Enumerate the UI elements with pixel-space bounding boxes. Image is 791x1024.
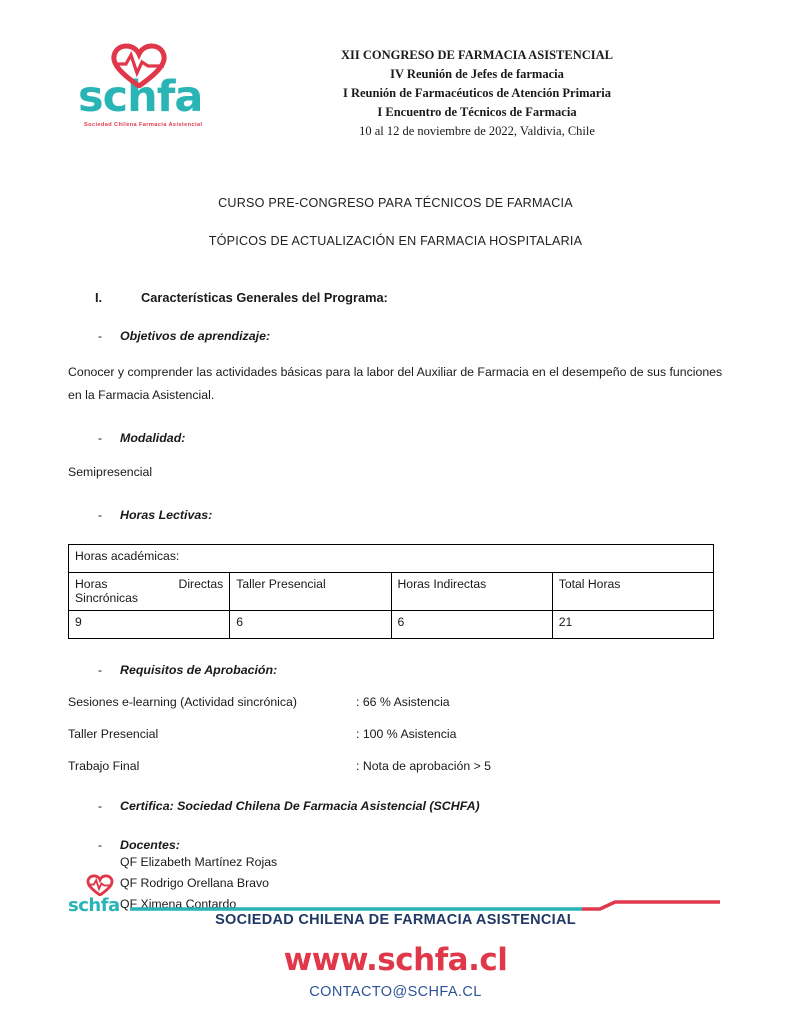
document-body bbox=[68, 290, 723, 915]
course-title-block bbox=[68, 194, 723, 250]
bullet-dash: - bbox=[98, 329, 103, 343]
table-caption: Horas académicas: bbox=[69, 545, 714, 573]
requisito-label: Trabajo Final bbox=[68, 759, 140, 773]
modalidad-text: Semipresencial bbox=[68, 465, 153, 479]
section-title: Características Generales del Programa: bbox=[141, 290, 388, 305]
footer-email[interactable]: CONTACTO@SCHFA.CL bbox=[309, 984, 482, 1000]
section-number: I. bbox=[95, 290, 103, 305]
docente-name: QF Ximena Contardo bbox=[120, 897, 237, 911]
docentes-label: Docentes: bbox=[120, 838, 180, 852]
docente-name: QF Rodrigo Orellana Bravo bbox=[120, 876, 269, 890]
table-header-sincronicas: Sincrónicas bbox=[75, 591, 138, 605]
requisito-row bbox=[68, 695, 723, 709]
horas-lectivas-heading bbox=[98, 508, 723, 522]
certifica-line bbox=[98, 799, 723, 813]
congress-line-2: IV Reunión de Jefes de farmacia bbox=[390, 67, 564, 81]
requisito-row bbox=[68, 727, 723, 741]
table-cell-horas-directas: 9 bbox=[69, 611, 230, 639]
congress-line-1: XII CONGRESO DE FARMACIA ASISTENCIAL bbox=[340, 48, 614, 62]
table-cell-taller: 6 bbox=[230, 611, 391, 639]
modalidad-label: Modalidad: bbox=[120, 431, 186, 445]
footer-organization: SOCIEDAD CHILENA DE FARMACIA ASISTENCIAL bbox=[215, 912, 576, 928]
table-header-taller: Taller Presencial bbox=[230, 573, 391, 611]
course-title-primary: CURSO PRE-CONGRESO PARA TÉCNICOS DE FARMACIA bbox=[218, 196, 573, 210]
schfa-logo bbox=[68, 42, 273, 128]
table-cell-total: 21 bbox=[552, 611, 713, 639]
table-header-horas: Horas bbox=[75, 577, 108, 591]
congress-line-3: I Reunión de Farmacéuticos de Atención Primaria bbox=[342, 86, 612, 100]
table-row bbox=[69, 573, 714, 611]
bullet-dash: - bbox=[98, 799, 103, 813]
objetivos-label: Objetivos de aprendizaje: bbox=[120, 329, 271, 343]
modalidad-heading bbox=[98, 431, 723, 445]
objetivos-text: Conocer y comprender las actividades básicas para la labor del Auxiliar de Farmacia en el desempeño de sus funciones en la Farmacia Asistencial. bbox=[68, 365, 723, 402]
logo-tagline: Sociedad Chilena Farmacia Asistencial bbox=[84, 122, 203, 128]
requisito-value: : 100 % Asistencia bbox=[356, 727, 457, 741]
horas-lectivas-label: Horas Lectivas: bbox=[120, 508, 213, 522]
bullet-dash: - bbox=[98, 508, 103, 522]
requisitos-label: Requisitos de Aprobación: bbox=[120, 663, 278, 677]
footer-website[interactable]: www.schfa.cl bbox=[283, 942, 508, 978]
requisito-value: : 66 % Asistencia bbox=[356, 695, 450, 709]
bullet-dash: - bbox=[98, 431, 103, 445]
table-header-indirectas: Horas Indirectas bbox=[391, 573, 552, 611]
certifica-text: Certifica: Sociedad Chilena De Farmacia Asistencial (SCHFA) bbox=[120, 799, 480, 813]
table-header-total: Total Horas bbox=[552, 573, 713, 611]
document-header bbox=[68, 0, 723, 162]
course-title-secondary: TÓPICOS DE ACTUALIZACIÓN EN FARMACIA HOSPITALARIA bbox=[208, 234, 583, 248]
requisito-label: Taller Presencial bbox=[68, 727, 159, 741]
congress-dates: 10 al 12 de noviembre de 2022, Valdivia, Chile bbox=[359, 124, 595, 138]
document-footer bbox=[0, 864, 791, 1024]
table-header-directas: Directas bbox=[178, 577, 224, 591]
objetivos-heading bbox=[98, 329, 723, 343]
heart-icon bbox=[106, 42, 172, 86]
table-row bbox=[69, 611, 714, 639]
congress-title-block bbox=[273, 42, 723, 141]
logo-wordmark: schfa bbox=[78, 72, 203, 122]
requisito-row bbox=[68, 759, 723, 773]
requisito-label: Sesiones e-learning (Actividad sincrónica) bbox=[68, 695, 297, 709]
congress-line-4: I Encuentro de Técnicos de Farmacia bbox=[377, 105, 577, 119]
footer-logo-wordmark: schfa bbox=[68, 895, 120, 916]
section-heading bbox=[95, 290, 723, 305]
hours-table bbox=[68, 544, 714, 639]
docente-name: QF Elizabeth Martínez Rojas bbox=[120, 855, 278, 869]
table-header-horas-directas bbox=[69, 573, 230, 611]
table-row bbox=[69, 545, 714, 573]
docentes-heading bbox=[98, 838, 723, 852]
requisito-value: : Nota de aprobación > 5 bbox=[356, 759, 492, 773]
table-cell-indirectas: 6 bbox=[391, 611, 552, 639]
bullet-dash: - bbox=[98, 838, 103, 852]
requisitos-heading bbox=[98, 663, 723, 677]
bullet-dash: - bbox=[98, 663, 103, 677]
